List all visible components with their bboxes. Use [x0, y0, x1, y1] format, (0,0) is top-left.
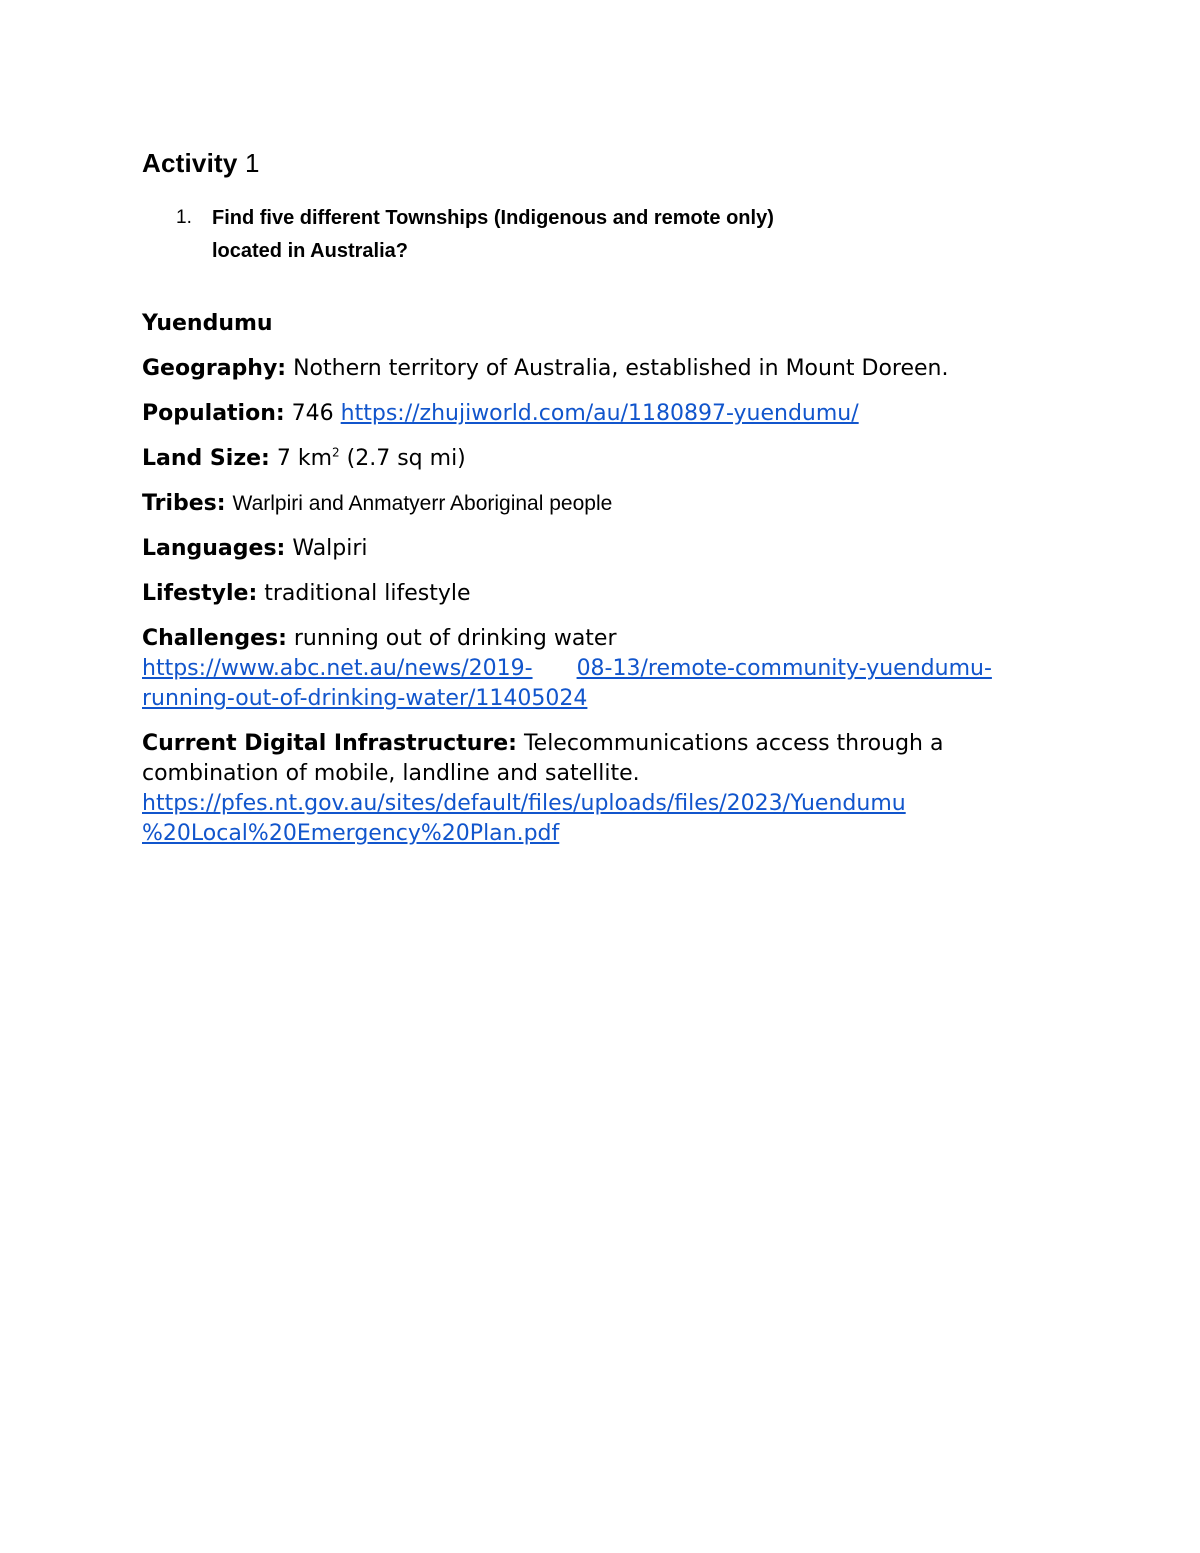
- challenges-link-line-2: [142, 684, 587, 714]
- digital-infrastructure-field: [142, 729, 1062, 759]
- land-size-field: [142, 444, 1062, 474]
- challenges-link-line-1: [142, 654, 992, 684]
- land-size-label: Land Size:: [142, 446, 270, 471]
- geography-field: [142, 354, 1062, 384]
- land-size-miles: (2.7 sq mi): [346, 446, 466, 471]
- question-line-2: located in Australia?: [212, 240, 408, 262]
- activity-heading: [142, 146, 260, 180]
- population-source-link[interactable]: https://zhujiworld.com/au/1180897-yuendumu/: [340, 401, 859, 426]
- languages-label: Languages:: [142, 536, 286, 561]
- challenges-value: running out of drinking water: [293, 626, 617, 651]
- digital-infrastructure-link-2[interactable]: %20Local%20Emergency%20Plan.pdf: [142, 821, 560, 846]
- activity-heading-number: 1: [244, 148, 260, 178]
- challenges-label: Challenges:: [142, 626, 287, 651]
- tribes-field: [142, 489, 1062, 519]
- question-number: 1.: [176, 207, 192, 228]
- challenges-link-part-1[interactable]: https://www.abc.net.au/news/2019-: [142, 656, 533, 681]
- activity-heading-word: Activity: [142, 148, 238, 178]
- land-size-value: 7 km: [276, 446, 333, 471]
- tribes-value: Warlpiri and Anmatyerr Aboriginal people: [232, 492, 613, 515]
- tribes-label: Tribes:: [142, 491, 226, 516]
- population-field: [142, 399, 1062, 429]
- digital-infrastructure-value-2: combination of mobile, landline and satellite.: [142, 761, 640, 786]
- lifestyle-label: Lifestyle:: [142, 581, 258, 606]
- lifestyle-field: [142, 579, 1062, 609]
- languages-field: [142, 534, 1062, 564]
- digital-infrastructure-link-line-1: [142, 789, 906, 819]
- digital-infrastructure-link-line-2: [142, 819, 559, 849]
- digital-infrastructure-value-1: Telecommunications access through a: [523, 731, 944, 756]
- languages-value: Walpiri: [292, 536, 368, 561]
- population-value: 746: [291, 401, 334, 426]
- population-label: Population:: [142, 401, 285, 426]
- challenges-link-part-3[interactable]: running-out-of-drinking-water/11405024: [142, 686, 588, 711]
- question-text: [212, 202, 872, 268]
- lifestyle-value: traditional lifestyle: [264, 581, 471, 606]
- question-line-1: Find five different Townships (Indigenous and remote only): [212, 207, 774, 229]
- geography-value: Nothern territory of Australia, established in Mount Doreen.: [293, 356, 949, 381]
- land-size-superscript: 2: [332, 445, 340, 460]
- geography-label: Geography:: [142, 356, 287, 381]
- challenges-link-part-2[interactable]: 08-13/remote-community-yuendumu-: [576, 656, 992, 681]
- digital-infrastructure-link-1[interactable]: https://pfes.nt.gov.au/sites/default/files/uploads/files/2023/Yuendumu: [142, 791, 906, 816]
- digital-infrastructure-line-2: [142, 759, 640, 789]
- township-name: Yuendumu: [142, 311, 273, 336]
- digital-infrastructure-label: Current Digital Infrastructure:: [142, 731, 517, 756]
- challenges-field: [142, 624, 1062, 654]
